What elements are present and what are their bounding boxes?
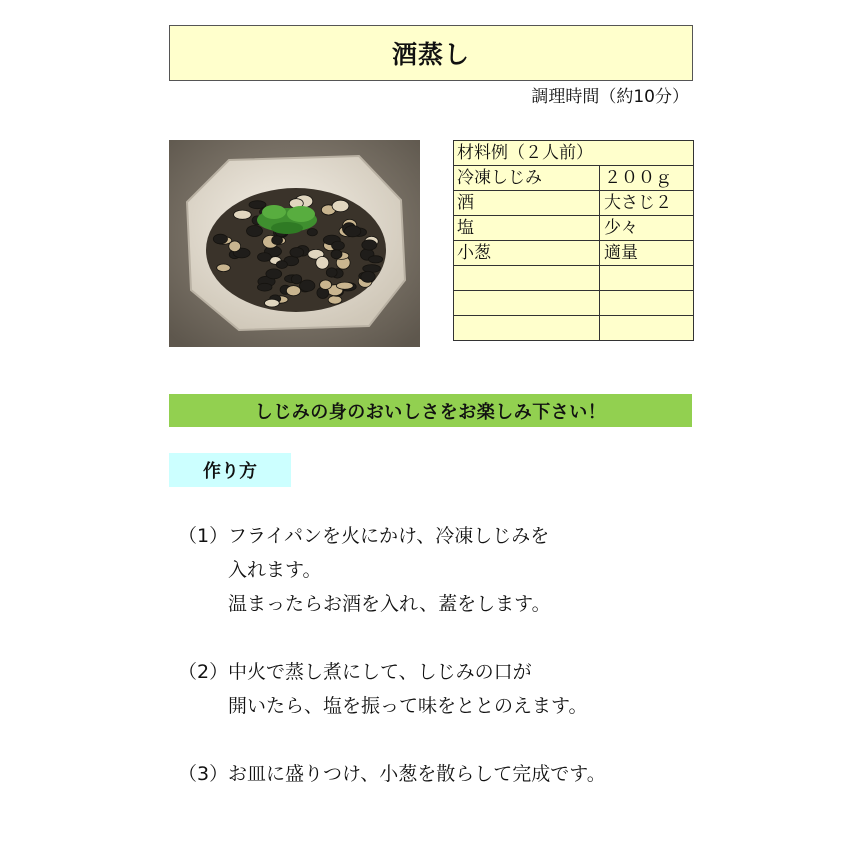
ingredient-name [454,291,600,316]
table-row [454,316,694,341]
ingredient-name: 小葱 [454,241,600,266]
table-row [454,166,694,191]
ingredient-name: 塩 [454,216,600,241]
ingredients-table [453,140,694,341]
step-number: （3） [178,763,229,785]
step-line: 中火で蒸し煮にして、しじみの口が [228,661,532,683]
ingredient-amount [600,291,694,316]
step-line: 温まったらお酒を入れ、蓋をします。 [228,593,551,615]
dish-photo-icon [169,140,420,347]
table-row [454,216,694,241]
ingredient-amount: 少々 [600,216,694,241]
ingredient-amount [600,266,694,291]
ingredient-name [454,316,600,341]
tagline-banner: しじみの身のおいしさをお楽しみ下さい！ [169,394,692,427]
ingredient-name [454,266,600,291]
step-line: 入れます。 [228,559,322,581]
step-line: 開いたら、塩を振って味をととのえます。 [228,695,588,717]
step-line: フライパンを火にかけ、冷凍しじみを [228,525,550,547]
step-line: お皿に盛りつけ、小葱を散らして完成です。 [228,763,606,785]
ingredient-name: 酒 [454,191,600,216]
ingredient-amount: 大さじ２ [600,191,694,216]
ingredient-name: 冷凍しじみ [454,166,600,191]
method-heading: 作り方 [169,453,291,487]
table-row [454,291,694,316]
step-number: （2） [178,661,229,683]
ingredient-amount: ２００ｇ [600,166,694,191]
dish-photo [169,140,420,347]
ingredient-amount [600,316,694,341]
table-row [454,191,694,216]
cook-time: 調理時間（約10分） [531,87,689,107]
step-number: （1） [178,525,229,547]
ingredients-header: 材料例（２人前） [454,141,694,166]
table-row [454,266,694,291]
recipe-title: 酒蒸し [169,25,693,81]
ingredient-amount: 適量 [600,241,694,266]
table-row [454,241,694,266]
